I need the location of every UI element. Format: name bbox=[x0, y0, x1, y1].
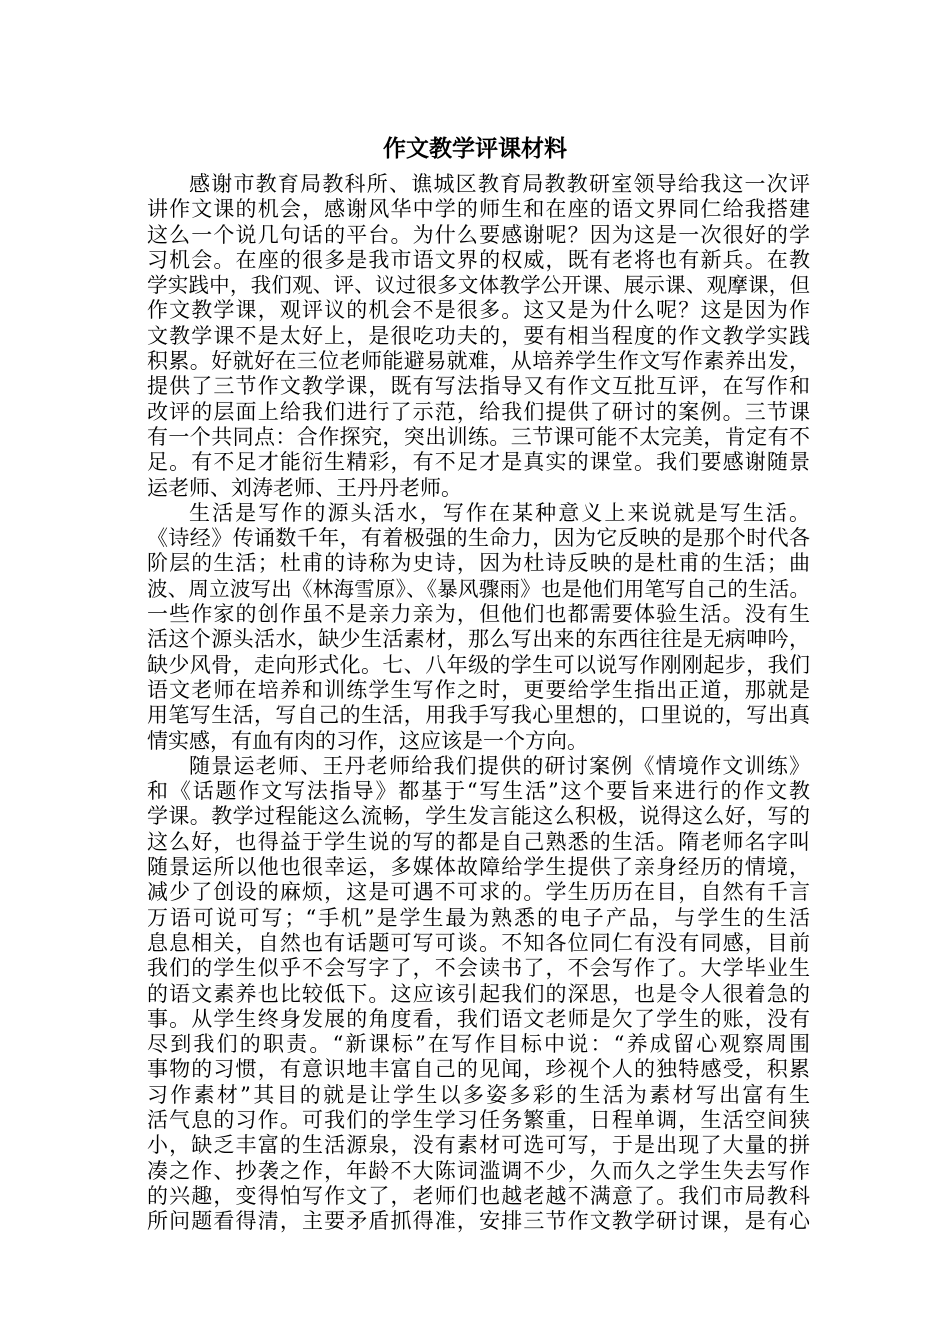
body-line: 事物的习惯，有意识地丰富自己的见闻，珍视个人的独特感受，积累 bbox=[147, 1057, 810, 1082]
body-line: 我们的学生似乎不会写字了，不会读书了，不会写作了。大学毕业生 bbox=[147, 956, 810, 981]
body-line: 积累。好就好在三位老师能避易就难，从培养学生作文写作素养出发， bbox=[147, 349, 810, 374]
body-line: 改评的层面上给我们进行了示范，给我们提供了研讨的案例。三节课 bbox=[147, 399, 810, 424]
body-line: 作文教学课，观评议的机会不是很多。这又是为什么呢？这是因为作 bbox=[147, 298, 810, 323]
body-line: 这么一个说几句话的平台。为什么要感谢呢？因为这是一次很好的学 bbox=[147, 222, 810, 247]
body-line: 这么好，也得益于学生说的写的都是自己熟悉的生活。隋老师名字叫 bbox=[147, 829, 810, 854]
body-line: 活这个源头活水，缺少生活素材，那么写出来的东西往往是无病呻吟， bbox=[147, 627, 810, 652]
body-line: 讲作文课的机会，感谢风华中学的师生和在座的语文界同仁给我搭建 bbox=[147, 197, 810, 222]
body-line: 阶层的生活；杜甫的诗称为史诗，因为杜诗反映的是杜甫的生活；曲 bbox=[147, 551, 810, 576]
body-line: 用笔写生活，写自己的生活，用我手写我心里想的，口里说的，写出真 bbox=[147, 703, 810, 728]
document-title: 作文教学评课材料 bbox=[383, 135, 567, 162]
body-line: 和《话题作文写法指导》都基于“写生活”这个要旨来进行的作文教 bbox=[147, 779, 810, 804]
document-body bbox=[147, 172, 810, 1234]
body-line: 小，缺乏丰富的生活源泉，没有素材可选可写，于是出现了大量的拼 bbox=[147, 1133, 810, 1158]
body-line: 《诗经》传诵数千年，有着极强的生命力，因为它反映的是那个时代各 bbox=[147, 526, 810, 551]
body-line: 有一个共同点：合作探究，突出训练。三节课可能不太完美，肯定有不 bbox=[147, 424, 810, 449]
body-line: 凑之作、抄袭之作，年龄不大陈词滥调不少，久而久之学生失去写作 bbox=[147, 1158, 810, 1183]
body-line: 的语文素养也比较低下。这应该引起我们的深思，也是令人很着急的 bbox=[147, 981, 810, 1006]
body-line: 感谢市教育局教科所、谯城区教育局教教研室领导给我这一次评 bbox=[189, 172, 810, 196]
body-line: 随景运所以他也很幸运，多媒体故障给学生提供了亲身经历的情境， bbox=[147, 855, 810, 880]
body-line: 提供了三节作文教学课，既有写法指导又有作文互批互评，在写作和 bbox=[147, 374, 810, 399]
body-line: 习机会。在座的很多是我市语文界的权威，既有老将也有新兵。在教 bbox=[147, 247, 810, 272]
body-line: 事。从学生终身发展的角度看，我们语文老师是欠了学生的账，没有 bbox=[147, 1006, 810, 1031]
body-line: 尽到我们的职责。“新课标”在写作目标中说：“养成留心观察周围 bbox=[147, 1032, 810, 1057]
body-line: 波、周立波写出《林海雪原》、《暴风骤雨》也是他们用笔写自己的生活。 bbox=[147, 576, 810, 601]
body-line: 足。有不足才能衍生精彩，有不足才是真实的课堂。我们要感谢随景 bbox=[147, 450, 810, 475]
body-line: 减少了创设的麻烦，这是可遇不可求的。学生历历在目，自然有千言 bbox=[147, 880, 810, 905]
body-line: 学实践中，我们观、评、议过很多文体教学公开课、展示课、观摩课，但 bbox=[147, 273, 810, 298]
body-line: 缺少风骨，走向形式化。七、八年级的学生可以说写作刚刚起步，我们 bbox=[147, 652, 810, 677]
body-line: 所问题看得清，主要矛盾抓得准，安排三节作文教学研讨课，是有心 bbox=[147, 1209, 810, 1234]
body-line: 息息相关，自然也有话题可写可谈。不知各位同仁有没有同感，目前 bbox=[147, 930, 810, 955]
body-line: 的兴趣，变得怕写作文了，老师们也越老越不满意了。我们市局教科 bbox=[147, 1183, 810, 1208]
body-line: 运老师、刘涛老师、王丹丹老师。 bbox=[147, 475, 462, 500]
body-line: 一些作家的创作虽不是亲力亲为，但他们也都需要体验生活。没有生 bbox=[147, 602, 810, 627]
body-line: 情实感，有血有肉的习作，这应该是一个方向。 bbox=[147, 728, 588, 753]
body-line: 学课。教学过程能这么流畅，学生发言能这么积极，说得这么好，写的 bbox=[147, 804, 810, 829]
body-line: 语文老师在培养和训练学生写作之时，更要给学生指出正道，那就是 bbox=[147, 677, 810, 702]
body-line: 生活是写作的源头活水，写作在某种意义上来说就是写生活。 bbox=[189, 500, 810, 525]
body-line: 随景运老师、王丹老师给我们提供的研讨案例《情境作文训练》 bbox=[189, 753, 810, 778]
body-line: 万语可说可写；“手机”是学生最为熟悉的电子产品，与学生的生活 bbox=[147, 905, 810, 930]
body-line: 活气息的习作。可我们的学生学习任务繁重，日程单调，生活空间狭 bbox=[147, 1107, 810, 1132]
body-line: 文教学课不是太好上，是很吃功夫的，要有相当程度的作文教学实践 bbox=[147, 323, 810, 348]
body-line: 习作素材”其目的就是让学生以多姿多彩的生活为素材写出富有生 bbox=[147, 1082, 810, 1107]
